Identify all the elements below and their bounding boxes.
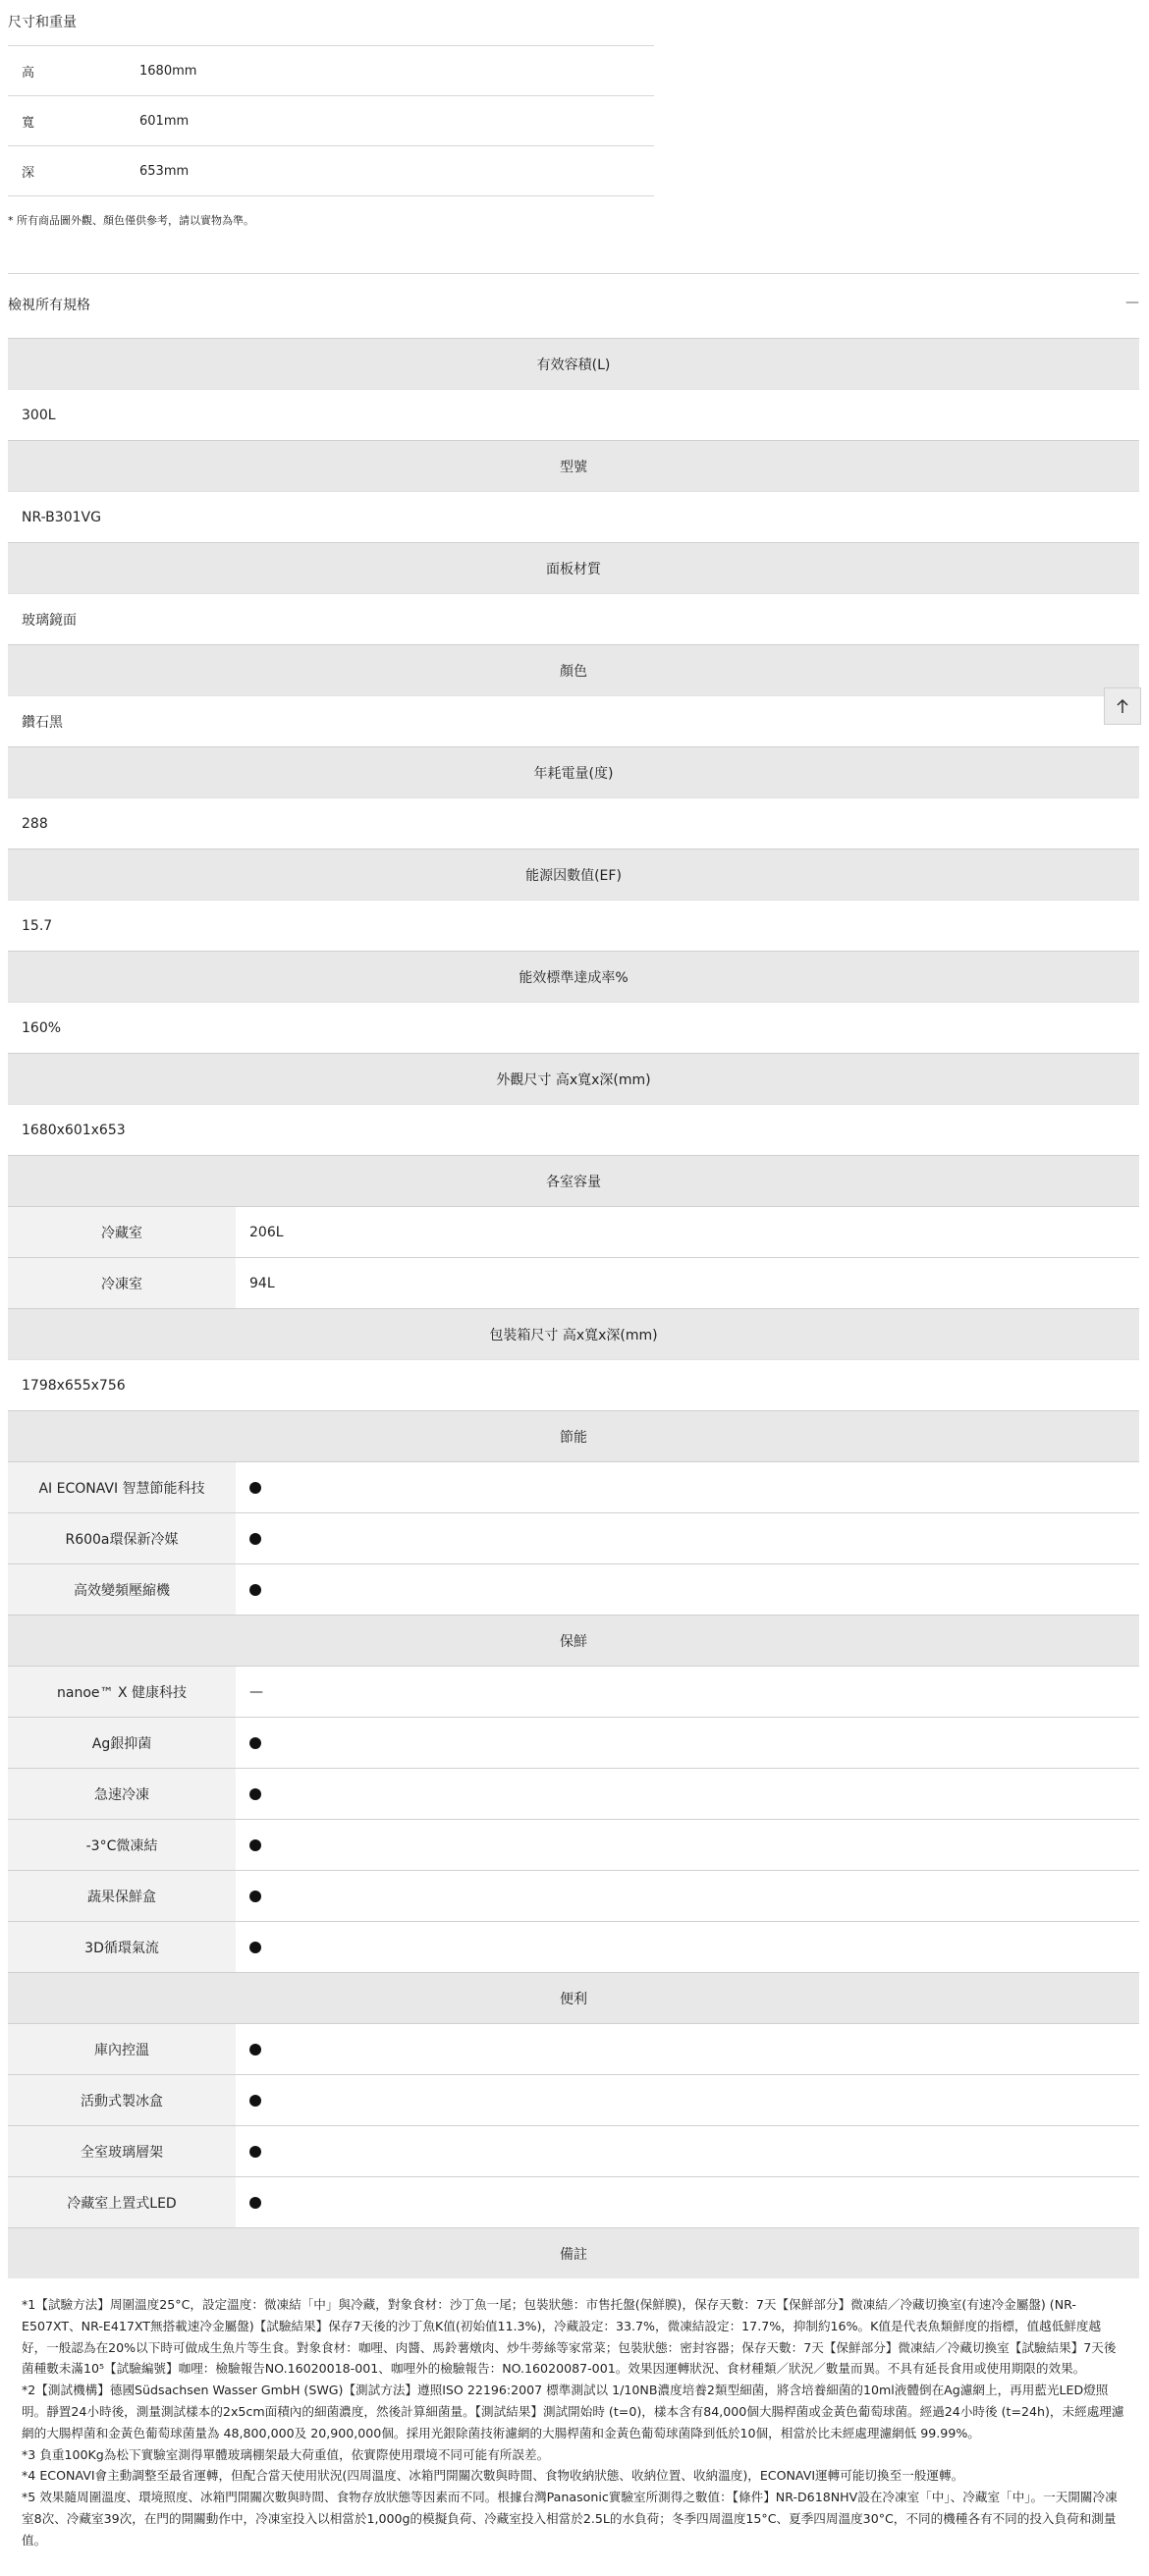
dimension-label: 深 [22,165,35,181]
feature-dot-icon [249,1584,261,1596]
capacity-value: 206L [249,1224,284,1240]
view-all-specs-toggle[interactable] [8,295,1139,314]
feature-label: AI ECONAVI 智慧節能科技 [8,1462,236,1512]
dimension-row [8,95,654,145]
spec-value: 160% [8,1002,1139,1053]
spec-heading: 外觀尺寸 高x寬x深(mm) [8,1053,1139,1104]
spec-heading: 顏色 [8,644,1139,695]
spec-heading: 年耗電量(度) [8,746,1139,797]
fresh-heading: 保鮮 [8,1615,1139,1666]
capacity-heading: 各室容量 [8,1155,1139,1206]
feature-row [8,2176,1139,2227]
feature-label: 蔬果保鮮盒 [8,1871,236,1921]
feature-label: Ag銀抑菌 [8,1718,236,1768]
feature-row [8,2074,1139,2125]
remark-note: *3 負重100Kg為松下實驗室測得單體玻璃棚架最大荷重值，依實際使用環境不同可能有所誤差。 [22,2446,550,2462]
spec-value: 鑽石黑 [8,695,1139,746]
feature-row [8,2023,1139,2074]
feature-dot-icon [249,1788,261,1800]
back-to-top-button[interactable] [1104,687,1141,725]
package-value: 1798x655x756 [8,1359,1139,1410]
spec-value: 288 [8,797,1139,849]
dimensions-title: 尺寸和重量 [8,15,77,30]
dimension-value: 653mm [139,163,190,179]
energy-heading: 節能 [8,1410,1139,1461]
spec-value: NR-B301VG [8,491,1139,542]
feature-dot-icon [249,1839,261,1851]
feature-row [8,2125,1139,2176]
feature-label: 庫內控溫 [8,2024,236,2074]
feature-dot-icon [249,2044,261,2055]
dimension-row [8,45,654,95]
feature-label: -3°C微凍結 [8,1820,236,1870]
feature-dot-icon [249,2146,261,2158]
feature-row [8,1461,1139,1512]
capacity-label: 冷藏室 [8,1207,236,1257]
collapse-icon[interactable]: — [1125,295,1139,310]
remark-note: *4 ECONAVI會主動調整至最省運轉，但配合當天使用狀況(四周溫度、冰箱門開關次數與時間、食物收納狀態、收納位置、收納溫度)，ECONAVI運轉可能切換至一般運轉。 [22,2468,964,2484]
remark-note: *2【測試機構】德國Südsachsen Wasser GmbH (SWG)【測試方法】遵照ISO 22196:2007 標準測試以 1/10NB濃度培養2類型細菌，將含培養細菌的10ml液體倒在Ag濾網上，再用藍光LED燈照明。靜置24小時後，測量測試樣本的2x5cm面積內的細菌濃度，然後計算細菌量。【測試結果】測試開始時 (t=0)，樣本含有84,000個大腸桿菌或金黃色葡萄球菌。經過24小時後 (t=24h)，未經處理濾網的大腸桿菌和金黃色葡萄球菌量為 48,800,000及 20,900,000個。採用光銀除菌技術濾網的大腸桿菌和金黃色葡萄球菌降到低於10個，相當於比未經處理濾網低 99.99%。 [22,2383,1124,2440]
remark-note: *5 效果隨周圍溫度、環境照度、冰箱門開關次數與時間、食物存放狀態等因素而不同。根據台灣Panasonic實驗室所測得之數值：【條件】NR-D618NHV設在冷凍室「中」、冷藏室「中」。一天開關冷凍室8次、冷藏室39次，在門的開關動作中，冷凍室投入以相當於1,000g的模擬負荷、冷藏室投入相當於2.5L的水負荷；冬季四周溫度15°C、夏季四周溫度30°C，不同的機種各有不同的投入負荷和測量值。 [22,2490,1118,2548]
spec-heading: 型號 [8,440,1139,491]
dimensions-table [8,45,654,196]
feature-dot-icon [249,1482,261,1494]
convenience-heading: 便利 [8,1972,1139,2023]
spec-value: 15.7 [8,900,1139,951]
dimension-label: 高 [22,65,35,81]
feature-label: R600a環保新冷媒 [8,1513,236,1563]
remark-note: *1【試驗方法】周圍溫度25°C，設定溫度：微凍結「中」與冷藏，對象食材：沙丁魚一尾；包裝狀態：市售托盤(保鮮膜)，保存天數：7天【保鮮部分】微凍結／冷藏切換室(有速冷金屬盤) (NR-E507XT、NR-E417XT無搭載速冷金屬盤)【試驗結果】保存7天後的沙丁魚K值(初始值11.3%)，冷藏設定：33.7%，微凍結設定：17.7%，抑制約16%。K值是代表魚類鮮度的指標，值越低鮮度越好，一般認為在20%以下時可做成生魚片等生食。對象食材：咖哩、肉醬、馬鈴薯燉肉、炒牛蒡絲等家常菜；包裝狀態：密封容器；保存天數：7天【保鮮部分】微凍結／冷藏切換室【試驗結果】7天後菌種數未滿10⁵【試驗編號】咖哩：檢驗報告NO.16020018-001、咖哩外的檢驗報告：NO.16020087-001。效果因運轉狀況、食材種類／狀況／數量而異。不具有延長食用或使用期限的效果。 [22,2297,1117,2377]
capacity-value: 94L [249,1275,275,1291]
remarks-notes [8,2278,1139,2551]
dimension-label: 寬 [22,115,35,131]
spec-heading: 能源因數值(EF) [8,849,1139,900]
capacity-row [8,1257,1139,1308]
feature-row [8,1768,1139,1819]
feature-row [8,1717,1139,1768]
spec-heading: 能效標準達成率% [8,951,1139,1002]
feature-dot-icon [249,1737,261,1749]
feature-label: 急速冷凍 [8,1769,236,1819]
arrow-up-icon [1114,697,1131,715]
feature-label: 活動式製冰盒 [8,2075,236,2125]
spec-value: 300L [8,389,1139,440]
feature-row [8,1870,1139,1921]
dimension-value: 1680mm [139,63,197,79]
feature-row [8,1666,1139,1717]
feature-dot-icon [249,1891,261,1902]
feature-dot-icon [249,2197,261,2209]
feature-dot-icon [249,1533,261,1545]
feature-dot-icon [249,2095,261,2107]
feature-label: nanoe™ X 健康科技 [8,1667,236,1717]
spec-heading: 面板材質 [8,542,1139,593]
dimension-value: 601mm [139,113,190,129]
feature-row [8,1819,1139,1870]
dimension-row [8,145,654,196]
dimensions-note: * 所有商品圖外觀、顏色僅供參考，請以實物為準。 [8,214,254,227]
remarks-heading: 備註 [8,2227,1139,2278]
capacity-label: 冷凍室 [8,1258,236,1308]
capacity-row [8,1206,1139,1257]
divider [8,273,1139,274]
feature-row [8,1921,1139,1972]
feature-label: 高效變頻壓縮機 [8,1564,236,1615]
feature-row [8,1563,1139,1615]
spec-table [8,338,1139,2551]
package-heading: 包裝箱尺寸 高x寬x深(mm) [8,1308,1139,1359]
spec-header-label: 檢視所有規格 [8,298,90,313]
feature-label: 3D循環氣流 [8,1922,236,1972]
feature-row [8,1512,1139,1563]
spec-value: 1680x601x653 [8,1104,1139,1155]
spec-heading: 有效容積(L) [8,338,1139,389]
feature-label: 全室玻璃層架 [8,2126,236,2176]
spec-value: 玻璃鏡面 [8,593,1139,644]
feature-dot-icon [249,1942,261,1953]
feature-dash: — [249,1683,263,1700]
feature-label: 冷藏室上置式LED [8,2177,236,2227]
